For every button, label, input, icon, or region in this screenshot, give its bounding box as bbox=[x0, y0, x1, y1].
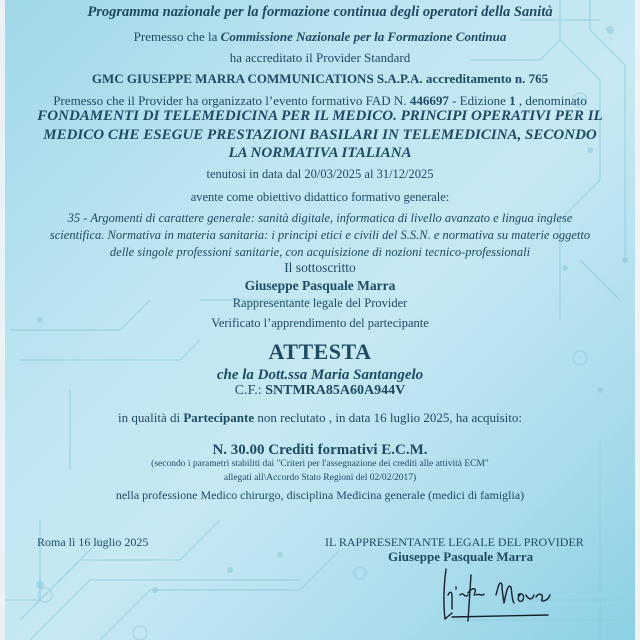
provider-line: GMC GIUSEPPE MARRA COMMUNICATIONS S.A.P.A. accreditamento n. 765 bbox=[91, 71, 549, 86]
edition-number: 1 bbox=[509, 93, 516, 108]
objective-intro: avente come obiettivo didattico formativo generale: bbox=[190, 190, 450, 204]
program-heading: Programma nazionale per la formazione continua degli operatori della Sanità bbox=[87, 4, 553, 20]
profession-line: nella professione Medico chirurgo, disciplina Medicina generale (medici di famiglia) bbox=[115, 488, 525, 502]
undersigned-role: Rappresentante legale del Provider bbox=[232, 296, 408, 310]
objective-line: delle singole professioni sanitarie, con acquisizione di nozioni tecnico-professionali bbox=[109, 245, 531, 259]
credits-note-1: (secondo i parametri stabiliti dai "Criteri per l'assegnazione dei crediti alle attività ECM" bbox=[151, 459, 489, 469]
place-date: Roma lì 16 luglio 2025 bbox=[37, 535, 149, 549]
commission-premise-prefix: Premesso che la bbox=[133, 29, 221, 44]
event-prefix: Premesso che il Provider ha organizzato l’evento formativo FAD N. bbox=[53, 93, 410, 108]
event-title-line: FONDAMENTI DI TELEMEDICINA PER IL MEDICO. PRINCIPI OPERATIVI PER IL bbox=[37, 108, 603, 124]
event-suffix: , denominato bbox=[515, 93, 587, 108]
commission-premise bbox=[0, 29, 640, 45]
participant-name: che la Dott.ssa Maria Santangelo bbox=[216, 367, 424, 383]
undersigned-label: Il sottoscritto bbox=[284, 260, 356, 275]
fiscal-code bbox=[0, 383, 640, 399]
event-number: 446697 bbox=[409, 93, 449, 108]
fiscal-code-value: SNTMRA85A60A944V bbox=[265, 383, 406, 398]
event-title-line: LA NORMATIVA ITALIANA bbox=[228, 145, 412, 161]
qualification-role: Partecipante bbox=[183, 410, 255, 425]
event-dates: tenutosi in data dal 20/03/2025 al 31/12/2025 bbox=[206, 167, 434, 181]
objective-line: scientifica. Normativa in materia sanitaria: i principi etici e civili del S.S.N. e normativa su materie oggetto bbox=[49, 228, 591, 242]
event-middle: - Edizione bbox=[448, 93, 510, 108]
signer-name: Giuseppe Pasquale Marra bbox=[388, 549, 534, 564]
event-title-line: MEDICO CHE ESEGUE PRESTAZIONI BASILARI IN TELEMEDICINA, SECONDO bbox=[43, 126, 597, 143]
qualification-line bbox=[0, 410, 640, 426]
qualification-suffix: non reclutato , in data 16 luglio 2025, ha acquisito: bbox=[254, 410, 522, 425]
attests-heading: ATTESTA bbox=[268, 339, 372, 364]
legal-rep-heading: IL RAPPRESENTANTE LEGALE DEL PROVIDER bbox=[325, 535, 584, 549]
credits-line: N. 30.00 Crediti formativi E.C.M. bbox=[212, 442, 428, 458]
commission-name: Commissione Nazionale per la Formazione Continua bbox=[220, 29, 507, 44]
credits-note-2: allegati all\Accordo Stato Regioni del 02/02/2017) bbox=[223, 473, 417, 483]
objective-line: 35 - Argomenti di carattere generale: sanità digitale, informatica di livello avanzato e lingua inglese bbox=[67, 211, 573, 225]
accredited-line: ha accreditato il Provider Standard bbox=[229, 50, 411, 65]
event-title bbox=[0, 107, 640, 163]
qualification-prefix: in qualità di bbox=[117, 410, 184, 425]
handwritten-signature-icon bbox=[438, 565, 578, 625]
fiscal-code-label: C.F.: bbox=[234, 383, 266, 398]
objective-text bbox=[0, 210, 640, 261]
verified-line: Verificato l’apprendimento del partecipante bbox=[211, 316, 429, 330]
undersigned-name: Giuseppe Pasquale Marra bbox=[244, 278, 396, 293]
